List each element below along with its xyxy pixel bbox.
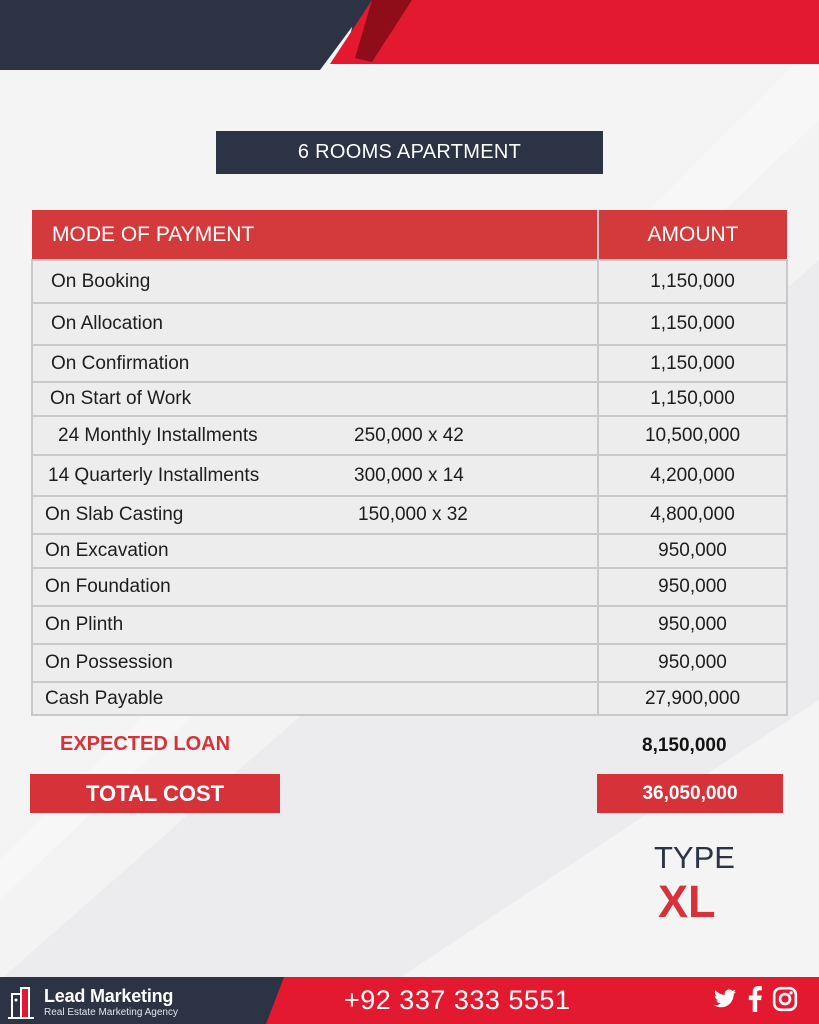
table-row [32,644,787,682]
total-cost-label: TOTAL COST [30,774,280,813]
table-row [32,455,787,496]
header-amount: AMOUNT [598,210,787,260]
page-title: 6 ROOMS APARTMENT [216,131,603,174]
type-value: XL [658,876,716,927]
table-row [32,682,787,715]
phone-number[interactable]: +92 337 333 5551 [344,985,571,1015]
row-amount: 950,000 [658,576,727,597]
table-row [32,416,787,455]
brand-logo[interactable] [6,982,181,1022]
payment-table [31,210,788,716]
total-cost-value: 36,050,000 [597,774,783,813]
table-row [32,382,787,416]
row-amount: 950,000 [658,652,727,673]
row-amount: 950,000 [658,614,727,635]
table-header-row [32,210,787,260]
table-row [32,345,787,382]
row-label: On Excavation [45,540,169,561]
row-calculation: 150,000 x 32 [358,504,468,525]
row-label: Cash Payable [45,687,164,709]
row-label: On Allocation [51,313,163,334]
row-amount: 1,150,000 [650,313,735,334]
row-amount: 4,800,000 [650,504,735,525]
row-label: On Foundation [45,576,171,597]
table-row [32,303,787,345]
type-label: TYPE [654,840,735,875]
row-label: On Booking [51,270,151,292]
table-row [32,496,787,534]
building-logo-icon [6,986,36,1020]
row-amount: 950,000 [658,540,727,561]
row-label: On Confirmation [51,352,190,374]
expected-loan-label: EXPECTED LOAN [60,733,231,755]
table-row [32,606,787,644]
row-amount: 1,150,000 [650,352,735,374]
row-amount: 1,150,000 [650,270,735,292]
top-banner [0,0,819,72]
row-amount: 10,500,000 [644,424,741,446]
instagram-icon[interactable] [772,986,798,1012]
top-banner-dark [0,0,372,70]
row-label: 14 Quarterly Installments [48,464,260,486]
row-calculation: 250,000 x 42 [354,424,464,446]
row-label: 24 Monthly Installments [58,424,258,446]
row-calculation: 300,000 x 14 [354,464,464,486]
social-links [712,986,798,1012]
brand-tagline: Real Estate Marketing Agency [44,1007,178,1018]
row-label: On Plinth [45,614,124,635]
table-row [32,260,787,303]
table-row [32,534,787,568]
row-label: On Possession [45,652,173,673]
brand-name: Lead Marketing [44,986,174,1006]
row-amount: 4,200,000 [650,464,735,486]
twitter-icon[interactable] [712,987,738,1011]
header-mode-of-payment: MODE OF PAYMENT [32,210,598,260]
row-label: On Slab Casting [45,504,184,525]
facebook-icon[interactable] [746,986,764,1012]
row-amount: 1,150,000 [650,388,735,409]
table-row [32,568,787,606]
row-label: On Start of Work [50,388,192,409]
expected-loan-value: 8,150,000 [642,735,727,756]
row-amount: 27,900,000 [644,687,741,709]
